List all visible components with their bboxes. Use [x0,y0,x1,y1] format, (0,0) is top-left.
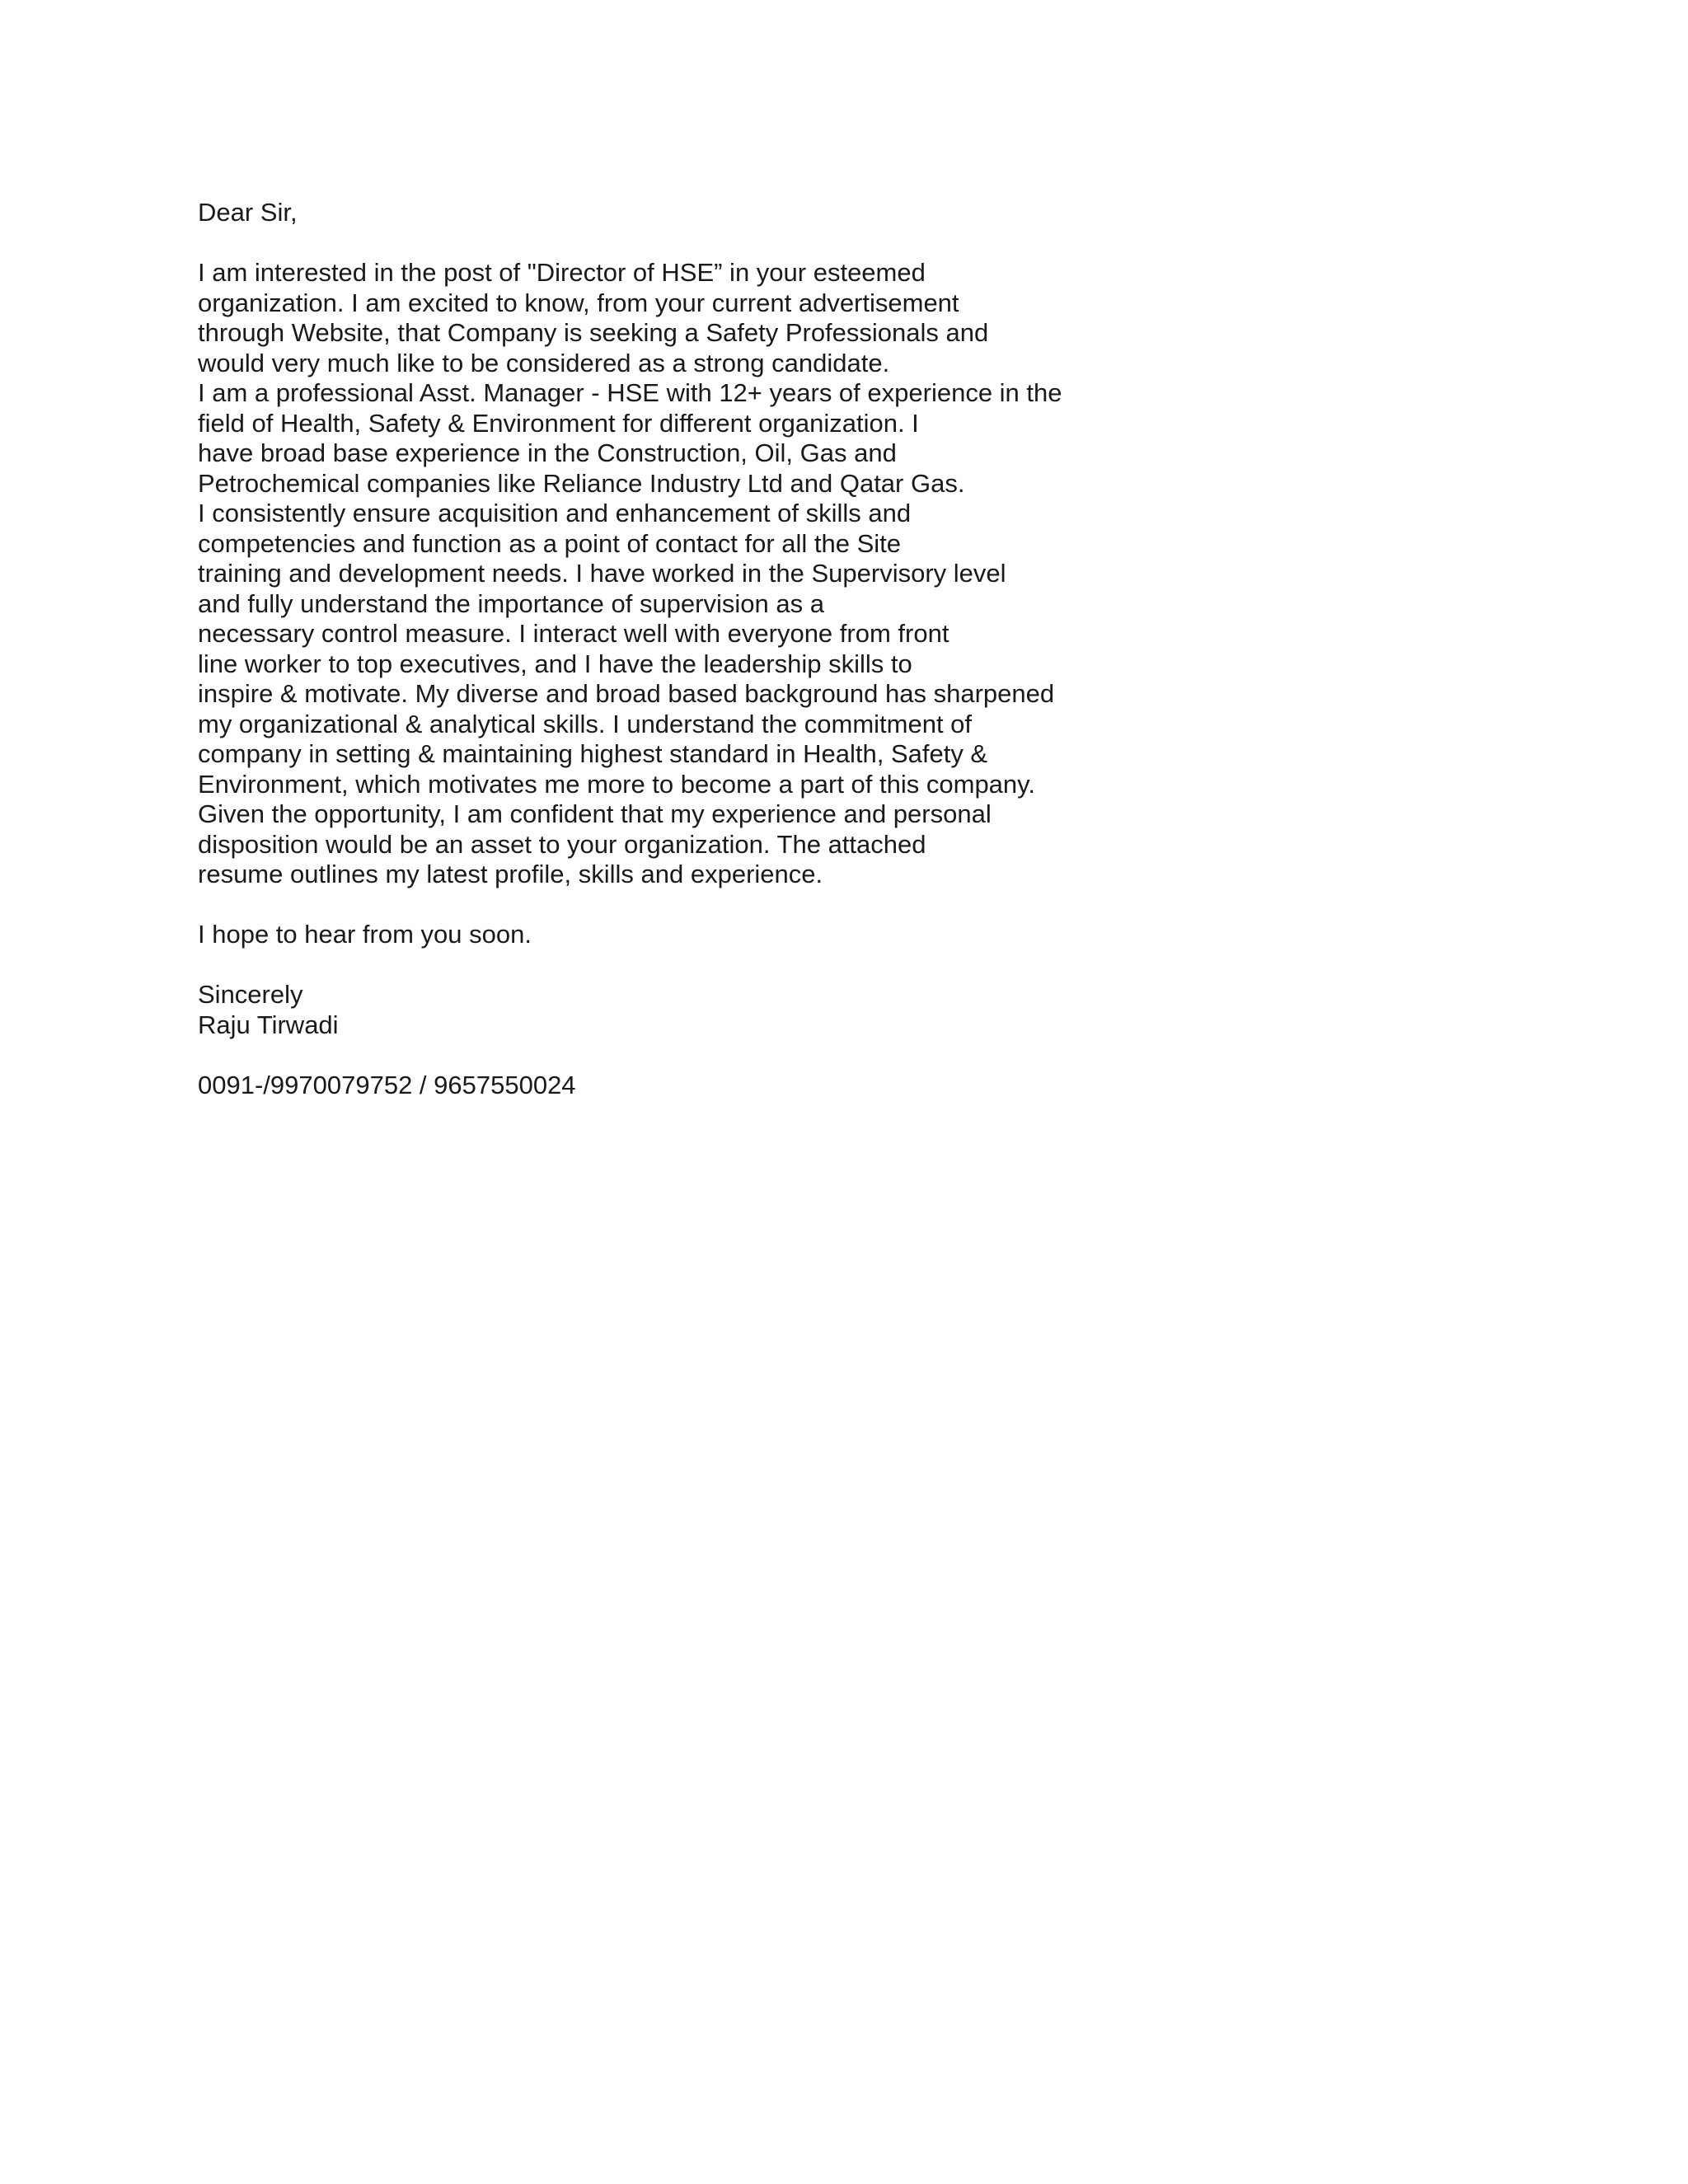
body-line: Petrochemical companies like Reliance Industry Ltd and Qatar Gas. [198,468,965,498]
cover-letter [198,198,1187,1100]
body-line: through Website, that Company is seeking a Safety Professionals and [198,318,989,347]
body-line: I consistently ensure acquisition and enhancement of skills and [198,499,912,527]
phone-numbers: 0091-/9970079752 / 9657550024 [198,1070,576,1099]
paragraph-gap [198,1040,1187,1071]
paragraph-gap [198,890,1187,921]
body-line: disposition would be an asset to your organization. The attached [198,829,926,859]
body-line: have broad base experience in the Construction, Oil, Gas and [198,438,897,467]
closing-line: I hope to hear from you soon. [198,920,532,949]
body-line: Given the opportunity, I am confident that my experience and personal [198,799,992,828]
body-line: resume outlines my latest profile, skills and experience. [198,860,823,888]
body-line: I am a professional Asst. Manager - HSE with 12+ years of experience in the [198,378,1062,407]
sign-off: Sincerely [198,980,303,1009]
body-line: field of Health, Safety & Environment for different organization. I [198,408,919,438]
body-line: would very much like to be considered as a strong candidate. [198,348,890,377]
paragraph-gap [198,950,1187,981]
body-line: line worker to top executives, and I have the leadership skills to [198,649,912,678]
body-line: company in setting & maintaining highest standard in Health, Safety & [198,739,988,768]
body-line: inspire & motivate. My diverse and broad based background has sharpened [198,679,1055,708]
body-line: competencies and function as a point of contact for all the Site [198,528,902,558]
body-line: Environment, which motivates me more to become a part of this company. [198,769,1035,799]
signature-name: Raju Tirwadi [198,1010,339,1039]
body-line: my organizational & analytical skills. I understand the commitment of [198,709,973,738]
body-line: and fully understand the importance of supervision as a [198,588,824,618]
body-line: training and development needs. I have worked in the Supervisory level [198,559,1006,588]
paragraph-gap [198,228,1187,259]
salutation: Dear Sir, [198,198,298,227]
letter-body [198,258,1187,890]
body-line: organization. I am excited to know, from your current advertisement [198,288,959,317]
body-line: necessary control measure. I interact well with everyone from front [198,619,950,648]
body-line: I am interested in the post of "Director of HSE” in your esteemed [198,258,926,287]
